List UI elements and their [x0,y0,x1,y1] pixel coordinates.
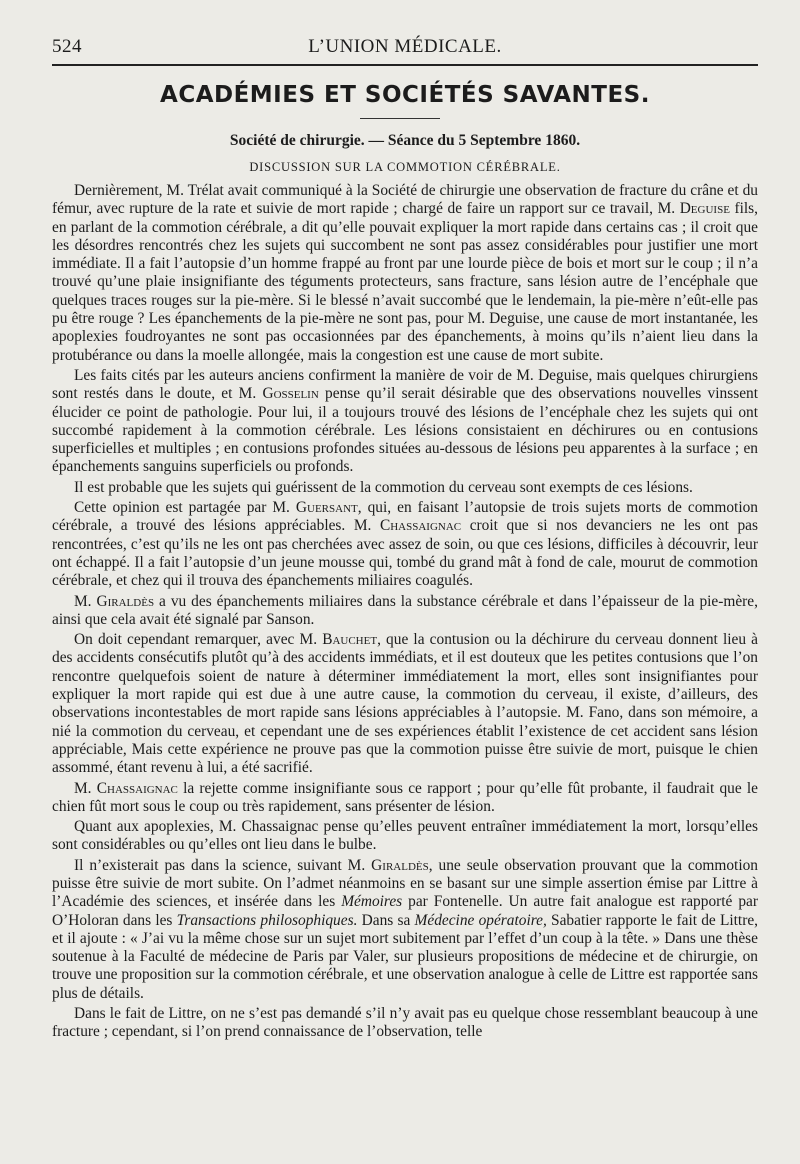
title-divider [360,118,440,119]
paragraph-text: , qui, en faisant l’autopsie de trois sujets morts de commotion cérébrale, a trouvé des lésions appréciables. M. [52,499,758,535]
paragraph-text: Dans le fait de Littre, on ne s’est pas demandé s’il n’y avait pas eu quelque chose ressemblant beaucoup à une fracture ; cependant, si l’on prend connaissance de l’observation, telle [52,1005,758,1041]
paragraph-text: par Fontenelle. Un autre fait analogue est rapporté par O’Holoran dans les [52,893,758,929]
header-rule [52,64,758,66]
page-number: 524 [52,36,82,57]
person-name: Chassaignac [379,517,462,535]
section-title: ACADÉMIES ET SOCIÉTÉS SAVANTES. [160,82,650,108]
paragraph-text: , que la contusion ou la déchirure du cerveau donnent lieu à des accidents consécutifs plutôt qu’à des accidents immédiats, et il est douteux que les petites contusions que l’on rencontre quelquefois soient de nature à déterminer immédiatement la mort, elles sont insignifiantes pour expliquer la mort rapide qui est due à une autre cause, la commotion du cerveau, il existe, d’ailleurs, des observations incontestables de mort rapide sans lésions appréciables à l’autopsie. M. Fano, dans son mémoire, a nié la commotion du cerveau, et cependant une de ses expériences établit l’existence de cet accident sans lésion appréciable, Mais cette expérience ne prouve pas que la commotion puisse être suivie de mort, puisque le chien assommé, étant revenu à lui, a été sacrifié. [52,631,758,777]
paragraph [52,499,758,590]
paragraph-text: Sabatier rapporte le fait de Littre, et il ajoute : « J’ai vu la même chose sur un sujet mort subitement par l’effet d’un coup à la tête. » Dans une thèse soutenue à la Faculté de médecine de Paris par Valer, sur plusieurs propositions de médecine et de chirurgie, on trouve une proposition sur la commotion cérébrale, et une observation analogue à celle de Littre est rapportée sans plus de détails. [52,911,758,1002]
paragraph-text: M. [74,592,97,610]
italic-title: Transactions philosophiques. [176,911,358,929]
paragraph-text: M. [74,779,97,797]
paragraph-text: Dernièrement, M. Trélat avait communiqué à la Société de chirurgie une observation de fracture du crâne et du fémur, avec rupture de la rate et suivie de mort rapide ; chargé de faire un rapport sur ce travail, M. [52,182,758,218]
person-name: Bauchet [322,631,378,649]
discussion-title: DISCUSSION SUR LA COMMOTION CÉRÉBRALE. [249,160,561,174]
paragraph [52,631,758,777]
paragraph [52,818,758,855]
paragraph-text: On doit cependant remarquer, avec M. [74,631,323,649]
person-name: Giraldès [371,856,429,874]
paragraph-text: fils, en parlant de la commotion cérébrale, a dit qu’elle pouvait expliquer la mort rapide dans certains cas ; il croit que les désordres rencontrés chez les sujets qui succombent ne sont pas assez considérables pour justifier une mort immédiate. Il a fait l’autopsie d’un homme frappé au front par une lourde pièce de bois et mort sur le coup ; il n’a trouvé qu’une plaie insignifiante des téguments protecteurs, sans fracture, sans lésion autre de l’encéphale que quelques traces rouges sur la pie-mère. Si le blessé n’avait succombé que le lendemain, la pie-mère n’eût-elle pas pu être rouge ? Les épanchements de la pie-mère ne sont pas, pour M. Deguise, une cause de mort instantanée, les apoplexies foudroyantes ne sont pas occasionnées par des épanchements, à moins qu’ils n’aient lieu dans la protubérance ou dans la moelle allongée, mais la congestion est une cause de mort subite. [52,200,758,364]
running-header [52,30,758,60]
paragraph-text: Il n’existerait pas dans la science, suivant M. [74,856,372,874]
society-session-line: Société de chirurgie. — Séance du 5 Septembre 1860. [229,132,581,149]
paragraph-text: pense qu’il serait désirable que des observations nouvelles vinssent élucider ce point de pathologie. Pour lui, il a toujours trouvé des lésions de l’encéphale chez les sujets qui ont succombé rapidement à la commotion cérébrale. Les lésions consistaient en déchirures ou en contusions superficielles et multiples ; en contusions profondes situées au-dessous de lésions peu apparentes à la surface ; en épanchements sanguins superficiels ou profonds. [52,385,758,476]
paragraph-text: la rejette comme insignifiante sous ce rapport ; pour qu’elle fût probante, il faudrait que le chien fût mort sous le coup ou très rapidement, sans présenter de lésion. [52,779,758,815]
paragraph [52,182,758,365]
paragraph [52,857,758,1003]
paragraph-text: , une seule observation prouvant que la commotion puisse être suivie de mort subite. On l’admet néanmoins en se basant sur une simple assertion émise par Littre à l’Académie des sciences, et insérée dans les [52,856,759,911]
paragraph-text: Il est probable que les sujets qui guérissent de la commotion du cerveau sont exempts de ces lésions. [74,478,693,496]
paragraph [52,593,758,630]
paragraph [52,367,758,477]
person-name: Gosselin [262,385,319,403]
paragraph-text: a vu des épanchements miliaires dans la substance cérébrale et dans l’épaisseur de la pie-mère, ainsi que cela avait été signalé par Sanson. [52,592,758,628]
paragraph-text: Dans sa [357,911,415,929]
paragraph-text: croit que si nos devanciers ne les ont pas rencontrées, c’est qu’ils ne les ont pas cherchées avec assez de soin, ou que ces lésions, difficiles à découvrir, leur ont échappé. Il a fait l’autopsie d’un jeune mousse qui, tombé du grand mât à fond de cale, mourut de commotion cérébrale, et chez qui il trouva des épanchements miliaires coagulés. [52,517,758,590]
paragraph [52,780,758,817]
paragraph-text: Cette opinion est partagée par M. [74,499,296,517]
person-name: Chassaignac [96,779,178,797]
italic-title: Mémoires [341,893,403,911]
journal-title: L’UNION MÉDICALE. [308,36,502,57]
paragraph [52,1005,758,1042]
paragraph-text: Quant aux apoplexies, M. Chassaignac pense qu’elles peuvent entraîner immédiatement la mort, lorsqu’elles sont considérables ou qu’elles ont lieu dans le bulbe. [52,818,758,854]
person-name: Guersant [295,499,358,517]
paragraph-text: Les faits cités par les auteurs anciens confirment la manière de voir de M. Deguise, mais quelques chirurgiens sont restés dans le doute, et M. [52,366,758,403]
paragraph [52,479,758,497]
italic-title: Médecine opératoire, [414,911,547,929]
article-body [52,182,758,1044]
person-name: Deguise [679,200,730,218]
person-name: Giraldès [96,592,155,610]
